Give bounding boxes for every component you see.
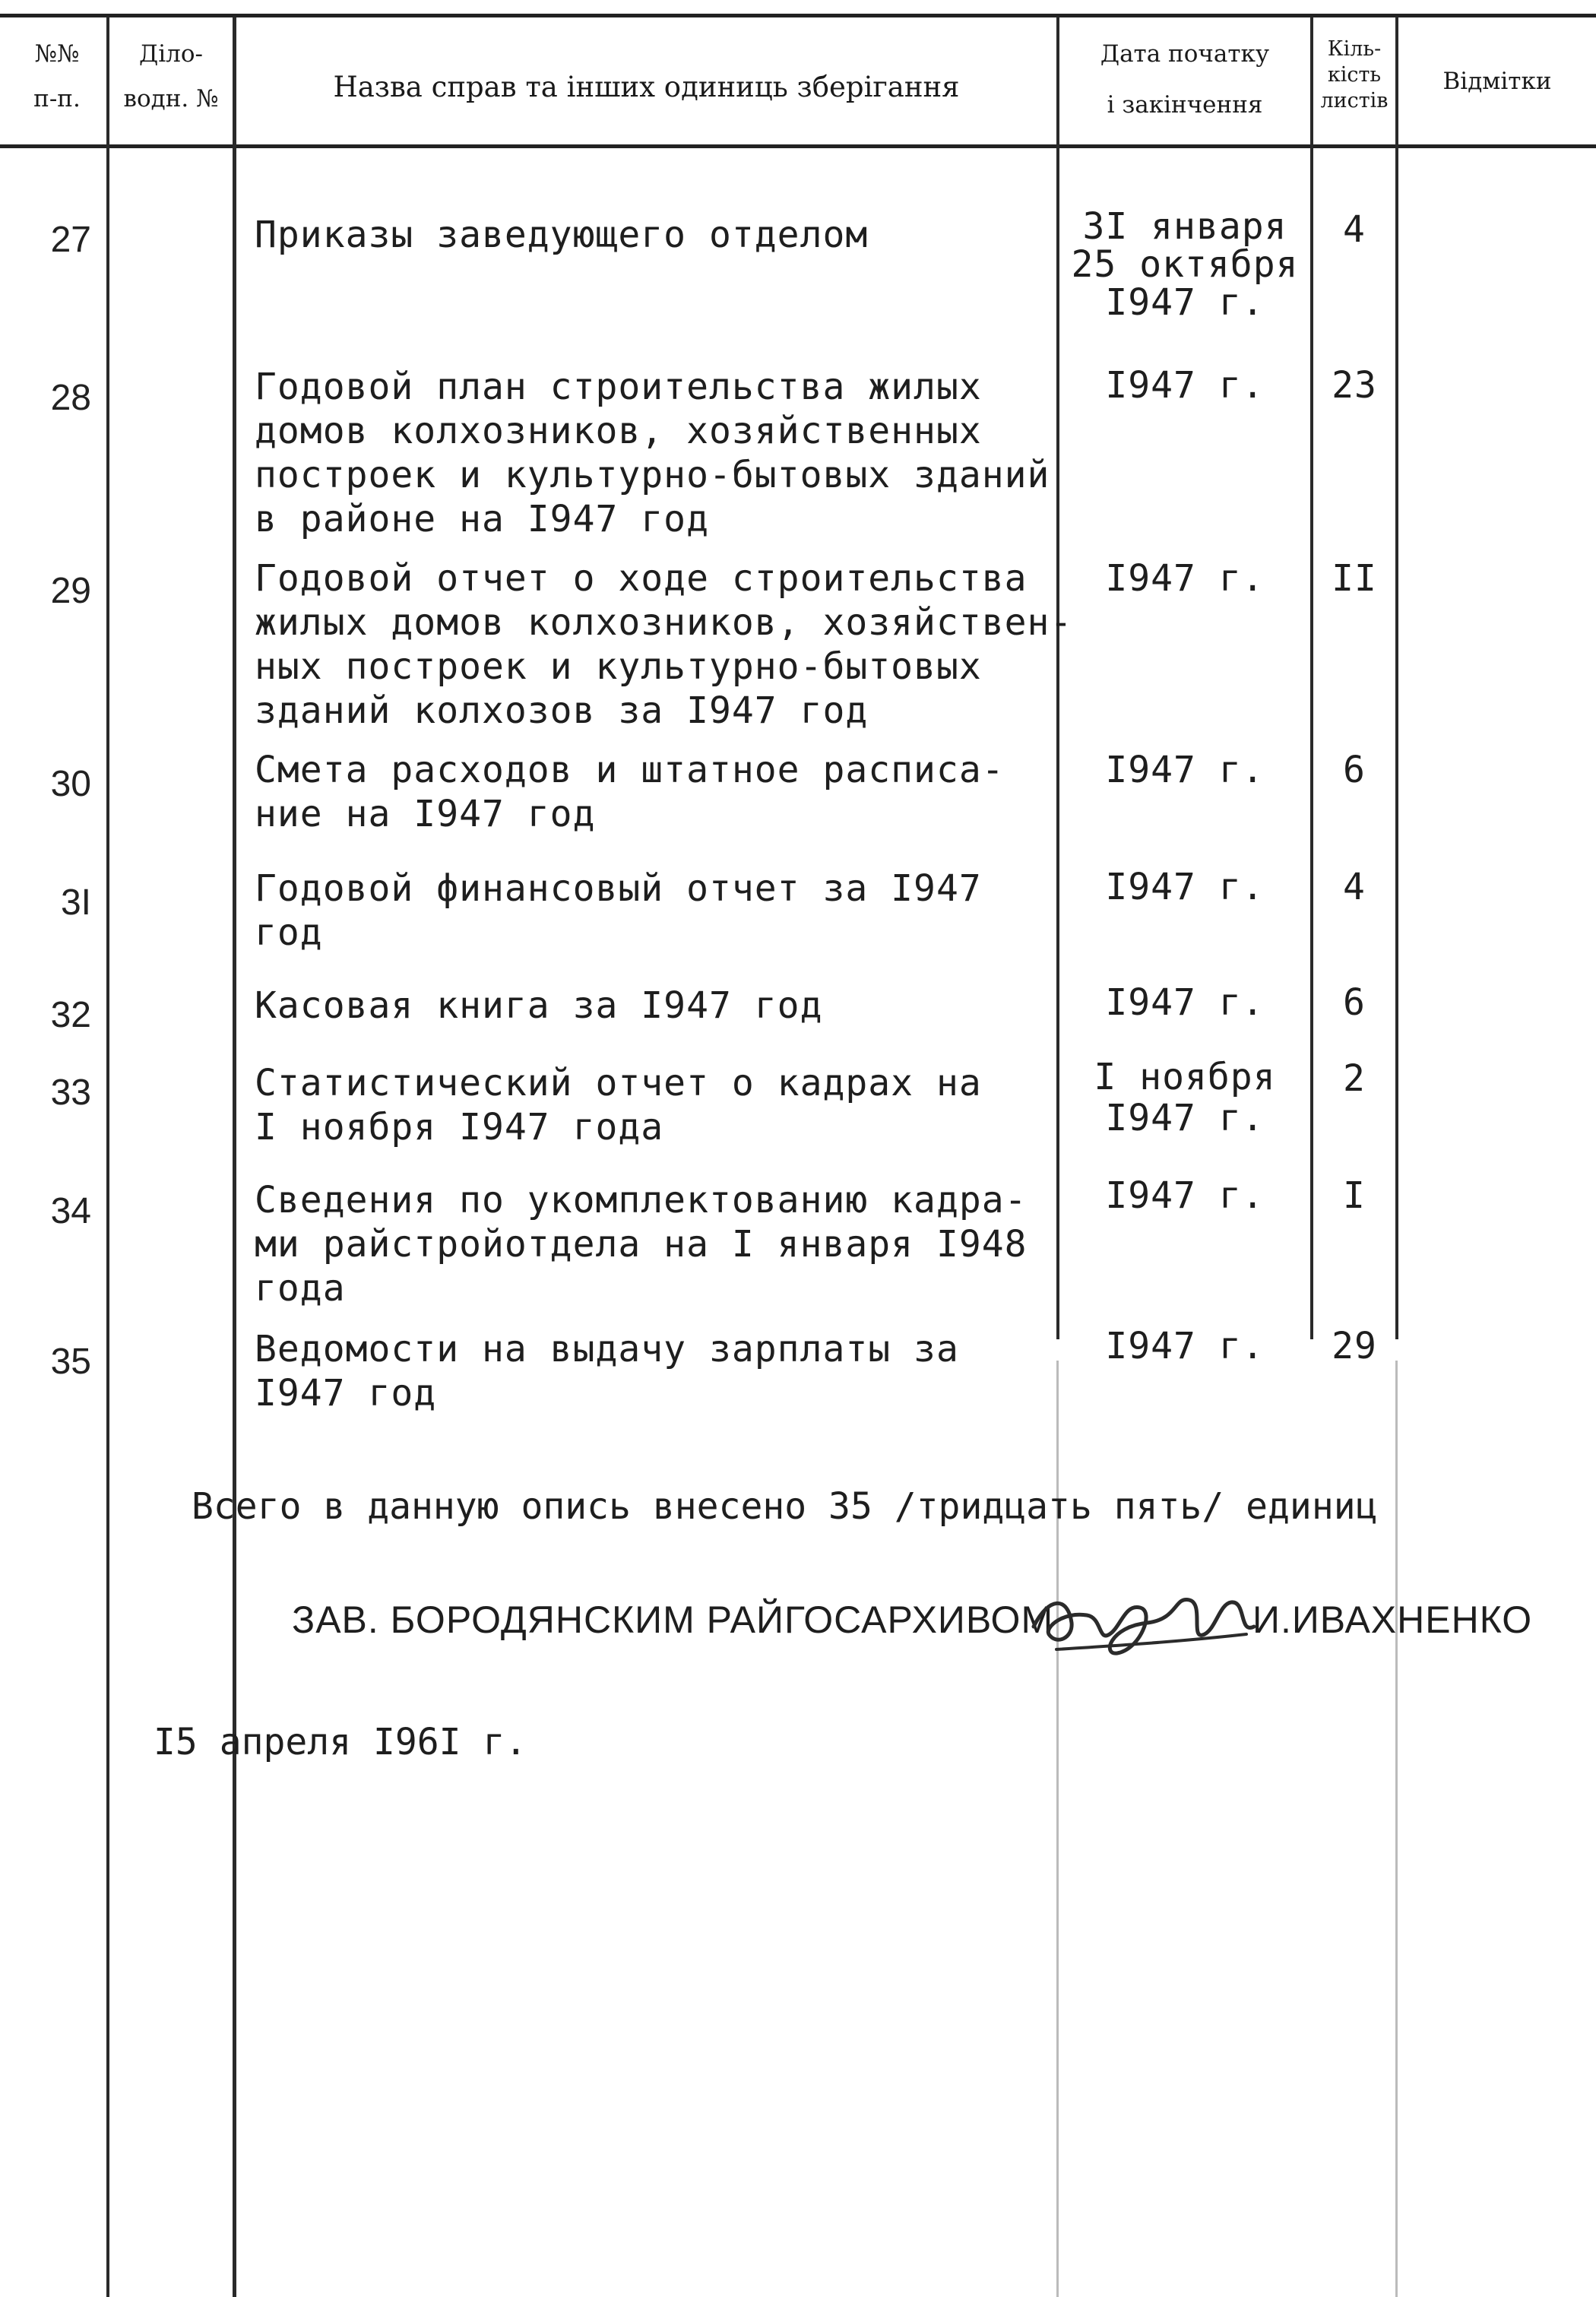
column-divider — [1395, 1361, 1398, 2297]
header-dates — [1059, 40, 1310, 120]
row-number: 32 — [50, 995, 91, 1035]
header-number-line2: п-п. — [33, 84, 81, 112]
row-sheets: 6 — [1343, 749, 1366, 791]
row-sheets: II — [1332, 557, 1377, 600]
row-title: Ведомости на выдачу зарплаты за I947 год — [255, 1328, 959, 1415]
row-number: 30 — [50, 764, 91, 804]
header-bottom-rule — [0, 144, 1596, 148]
row-sheets: 2 — [1343, 1057, 1366, 1100]
row-number: 33 — [50, 1072, 91, 1113]
row-dates: I947 г. — [1105, 749, 1265, 791]
row-dates: I947 г. — [1105, 364, 1265, 407]
header-title: Назва справ та інших одиниць зберігання — [333, 71, 960, 103]
row-sheets: 4 — [1343, 866, 1366, 908]
signature-title: ЗАВ. БОРОДЯНСКИМ РАЙГОСАРХИВОМ — [292, 1598, 1054, 1641]
row-title: Смета расходов и штатное расписа- ние на I947 год — [255, 749, 1005, 835]
row-number: 29 — [50, 571, 91, 611]
row-number: 27 — [50, 220, 91, 260]
row-title: Годовой финансовый отчет за I947 год — [255, 867, 982, 954]
row-dates: I947 г. — [1105, 866, 1265, 908]
row-number: 34 — [50, 1191, 91, 1231]
header-office-number — [109, 40, 233, 114]
handwritten-signature — [1026, 1581, 1269, 1665]
header-notes: Відмітки — [1442, 68, 1552, 95]
column-divider — [1395, 17, 1398, 1339]
row-sheets: 6 — [1343, 981, 1366, 1024]
row-dates: I947 г. — [1105, 557, 1265, 600]
row-dates: I947 г. — [1105, 1325, 1265, 1367]
row-sheets: 23 — [1332, 364, 1377, 407]
row-title: Приказы заведующего отделом — [255, 214, 869, 256]
row-number: 3I — [60, 882, 91, 923]
top-rule — [0, 14, 1596, 17]
column-divider — [106, 17, 109, 2297]
header-sheets-line3: листів — [1320, 88, 1389, 112]
row-sheets: 4 — [1343, 208, 1366, 251]
header-office-line2: водн. № — [123, 84, 219, 112]
signature-name: И.ИВАХНЕНКО — [1252, 1598, 1533, 1641]
row-title: Касовая книга за I947 год — [255, 984, 823, 1027]
header-dates-line1: Дата початку — [1100, 40, 1270, 68]
column-divider — [233, 17, 236, 2297]
row-dates: I947 г. — [1105, 981, 1265, 1024]
row-number: 35 — [50, 1342, 91, 1382]
row-dates: 3I января 25 октября I947 г. — [1071, 205, 1299, 324]
header-number — [8, 40, 106, 114]
header-sheets-line1: Кіль- — [1327, 37, 1382, 61]
row-number: 28 — [50, 378, 91, 418]
row-dates: I ноября I947 г. — [1094, 1056, 1276, 1139]
total-summary: Всего в данную опись внесено 35 /тридцать пять/ единиц — [192, 1485, 1378, 1528]
document-date: I5 апреля I96I г. — [154, 1721, 527, 1763]
header-sheets-line2: кість — [1327, 62, 1382, 87]
row-title: Годовой план строительства жилых домов колхозников, хозяйственных построек и культурно-бытовых зданий в районе на I947 год — [255, 366, 1050, 540]
row-dates: I947 г. — [1105, 1174, 1265, 1217]
row-sheets: 29 — [1332, 1325, 1377, 1367]
row-title: Статистический отчет о кадрах на I ноября I947 года — [255, 1062, 982, 1148]
header-sheets — [1313, 36, 1395, 113]
header-number-line1: №№ — [34, 40, 80, 68]
row-title: Годовой отчет о ходе строительства жилых домов колхозников, хозяйствен- ных построек и культурно-бытовых зданий колхозов за I947 год — [255, 557, 1073, 732]
row-title: Сведения по укомплектованию кадра- ми райстройотдела на I января I948 года — [255, 1179, 1028, 1310]
header-dates-line2: і закінчення — [1107, 90, 1263, 119]
header-office-line1: Діло- — [139, 40, 203, 68]
row-sheets: I — [1343, 1174, 1366, 1217]
